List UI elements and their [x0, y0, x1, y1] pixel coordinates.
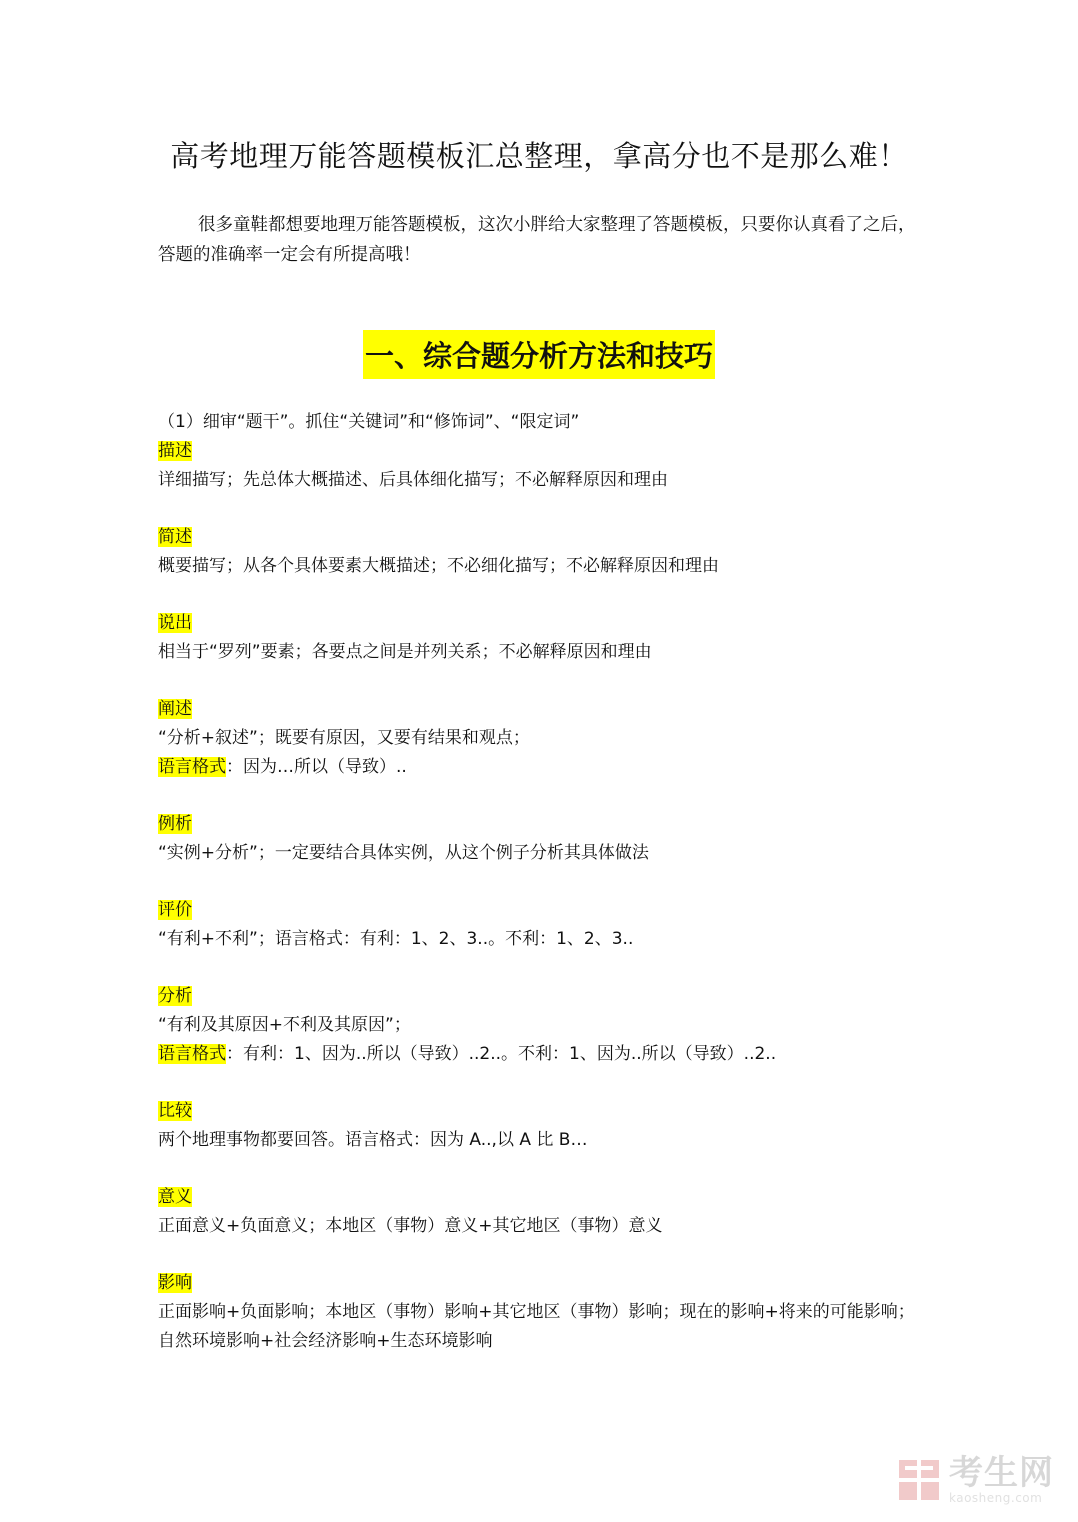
watermark-cn: 考生网 — [949, 1453, 1054, 1493]
term-block-shuochu — [158, 609, 928, 667]
watermark-en: kaosheng.com — [949, 1491, 1043, 1505]
term-label: 影响 — [158, 1273, 192, 1293]
term-label: 阐述 — [158, 699, 192, 719]
term-description: 正面影响+负面影响；本地区（事物）影响+其它地区（事物）影响；现在的影响+将来的可能影响；自然环境影响+社会经济影响+生态环境影响 — [158, 1302, 915, 1351]
language-format-text: ：有利：1、因为..所以（导致）..2..。不利：1、因为..所以（导致）..2.. — [226, 1044, 777, 1064]
language-format-text: ：因为…所以（导致）.. — [226, 757, 407, 777]
language-format-label: 语言格式 — [158, 757, 226, 777]
section-heading — [0, 330, 1078, 379]
term-block-lixi — [158, 810, 928, 868]
term-block-pingjia — [158, 896, 928, 954]
language-format-line — [158, 753, 928, 782]
section-heading-text: 一、综合题分析方法和技巧 — [363, 330, 715, 379]
term-label: 分析 — [158, 986, 192, 1006]
term-description: “实例+分析”；一定要结合具体实例，从这个例子分析其具体做法 — [158, 843, 649, 863]
term-description: “分析+叙述”；既要有原因，又要有结果和观点； — [158, 728, 530, 748]
term-description: 详细描写；先总体大概描述、后具体细化描写；不必解释原因和理由 — [158, 470, 668, 490]
intro-paragraph: 很多童鞋都想要地理万能答题模板，这次小胖给大家整理了答题模板，只要你认真看了之后，答题的准确率一定会有所提高哦！ — [158, 215, 916, 265]
term-block-yiyi — [158, 1183, 928, 1241]
term-label: 说出 — [158, 613, 192, 633]
term-label: 例析 — [158, 814, 192, 834]
term-description: 正面意义+负面意义；本地区（事物）意义+其它地区（事物）意义 — [158, 1216, 663, 1236]
term-block-bijiao — [158, 1097, 928, 1155]
term-label: 意义 — [158, 1187, 192, 1207]
term-description: 概要描写；从各个具体要素大概描述；不必细化描写；不必解释原因和理由 — [158, 556, 719, 576]
term-description: “有利+不利”；语言格式：有利：1、2、3..。不利：1、2、3.. — [158, 929, 634, 949]
term-block-chanshu — [158, 695, 928, 782]
language-format-line — [158, 1040, 928, 1069]
watermark — [897, 1453, 1054, 1505]
term-description: 两个地理事物都要回答。语言格式：因为 A..,以 A 比 B… — [158, 1130, 588, 1150]
term-block-jianshu — [158, 523, 928, 581]
term-block-fenxi — [158, 982, 928, 1069]
term-label: 描述 — [158, 441, 192, 461]
term-block-yingxiang — [158, 1269, 928, 1356]
term-label: 评价 — [158, 900, 192, 920]
language-format-label: 语言格式 — [158, 1044, 226, 1064]
document-body — [158, 408, 928, 1356]
term-label: 比较 — [158, 1101, 192, 1121]
step-1-instruction: （1）细审“题干”。抓住“关键词”和“修饰词”、“限定词” — [158, 412, 580, 432]
term-label: 简述 — [158, 527, 192, 547]
term-description: “有利及其原因+不利及其原因”； — [158, 1015, 411, 1035]
kaosheng-logo-icon — [897, 1458, 941, 1502]
document-title: 高考地理万能答题模板汇总整理，拿高分也不是那么难！ — [170, 139, 908, 173]
term-block-miaoshu — [158, 437, 928, 495]
term-description: 相当于“罗列”要素；各要点之间是并列关系；不必解释原因和理由 — [158, 642, 652, 662]
